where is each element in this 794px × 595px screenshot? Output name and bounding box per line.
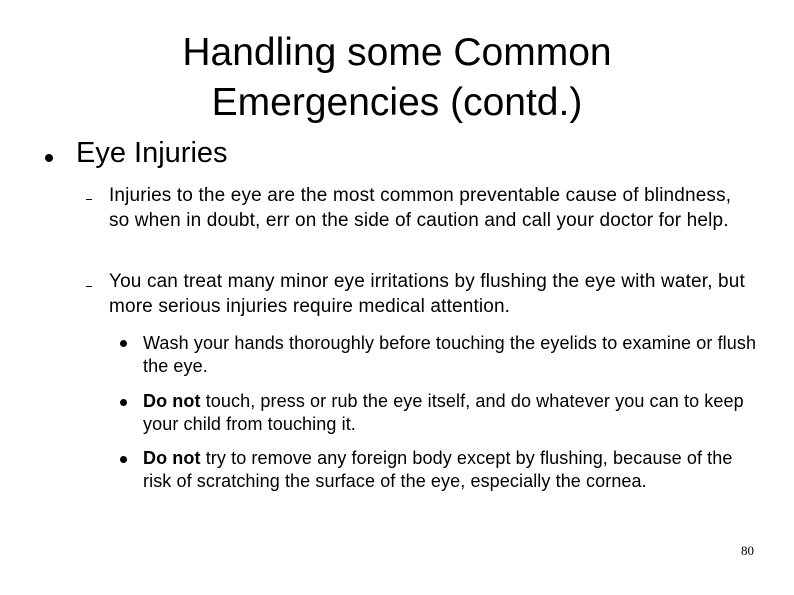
sub-item-text: Wash your hands thoroughly before touching the eyelids to examine or flush the eye. [143,333,757,376]
list-item: You can treat many minor eye irritations by flushing the eye with water, but more serious injuries require medical attention. [109,271,745,317]
sub-list-item [143,447,763,493]
dash-bullet-icon [86,286,92,287]
title-line-2: Emergencies (contd.) [211,81,583,124]
sub-item-text: try to remove any foreign body except by flushing, because of the risk of scratching the surface of the eye, especially the cornea. [143,448,733,491]
title-line-1: Handling some Common [182,31,612,74]
dash-bullet-icon [86,199,92,200]
bold-prefix: Do not [143,448,201,468]
bold-prefix: Do not [143,391,201,411]
bullet-dot-icon [45,154,53,162]
sub-list-item [143,390,763,436]
page-number: 80 [741,543,754,558]
section-heading: Eye Injuries [76,137,228,169]
sub-item-text: touch, press or rub the eye itself, and do whatever you can to keep your child from touching it. [143,391,744,434]
bullet-dot-icon [120,456,127,463]
slide-title [0,28,794,128]
sub-list-item [143,332,763,378]
bullet-dot-icon [120,399,127,406]
list-item: Injuries to the eye are the most common preventable cause of blindness, so when in doubt, err on the side of caution and call your doctor for help. [109,185,732,231]
bullet-dot-icon [120,340,127,347]
